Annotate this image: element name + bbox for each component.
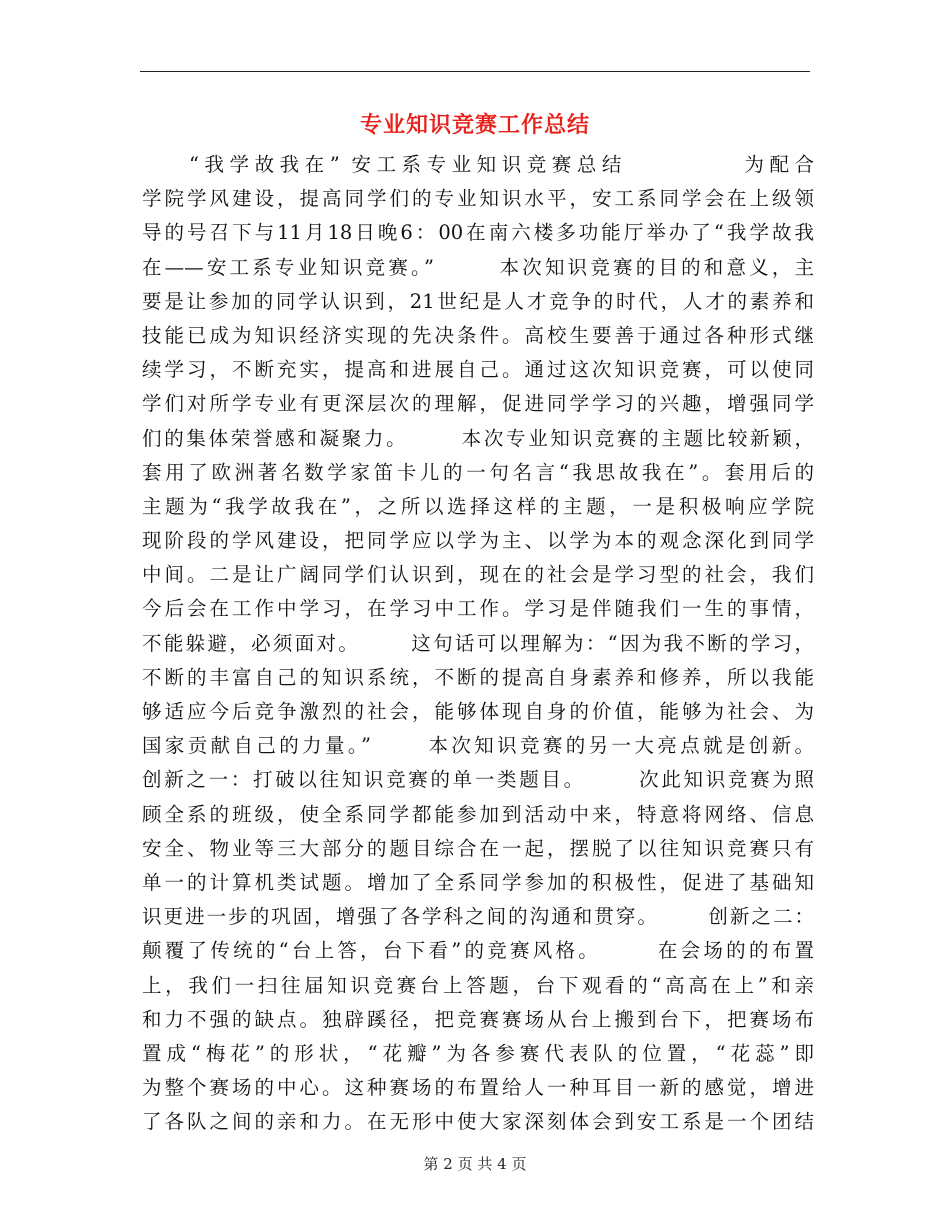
document-body — [142, 148, 814, 1139]
body-line: 够适应今后竞争激烈的社会，能够体现自身的价值，能够为社会、为 — [142, 700, 814, 723]
body-line: “我学故我在” 安工系专业知识竞赛总结 为配合 — [142, 153, 814, 176]
body-line: 学院学风建设，提高同学们的专业知识水平，安工系同学会在上级领 — [142, 187, 814, 211]
body-line: 识更进一步的巩固，增强了各学科之间的沟通和贯穿。 创新之二： — [142, 905, 814, 929]
body-line: 现阶段的学风建设，把同学应以学为主、以学为本的观念深化到同学 — [142, 529, 814, 553]
body-line: 主题为“我学故我在”，之所以选择这样的主题，一是积极响应学院 — [142, 494, 814, 518]
body-line: 单一的计算机类试题。增加了全系同学参加的积极性，促进了基础知 — [142, 870, 814, 894]
body-line: 续学习，不断充实，提高和进展自己。通过这次知识竞赛，可以使同 — [142, 358, 814, 382]
body-line: 今后会在工作中学习，在学习中工作。学习是伴随我们一生的事情， — [142, 597, 814, 621]
document-title: 专业知识竞赛工作总结 — [359, 112, 590, 138]
body-line: 中间。二是让广阔同学们认识到，现在的社会是学习型的社会，我们 — [142, 563, 814, 587]
body-line: 不能躲避，必须面对。 这句话可以理解为：“因为我不断的学习， — [142, 631, 814, 655]
body-line: 学们对所学专业有更深层次的理解，促进同学学习的兴趣，增强同学 — [142, 392, 814, 416]
body-line: 导的号召下与11月18日晚6：00在南六楼多功能厅举办了“我学故我 — [142, 221, 814, 245]
body-line: 们的集体荣誉感和凝聚力。 本次专业知识竞赛的主题比较新颖， — [142, 426, 814, 450]
body-line: 顾全系的班级，使全系同学都能参加到活动中来，特意将网络、信息 — [142, 802, 814, 826]
body-line: 不断的丰富自己的知识系统，不断的提高自身素养和修养，所以我能 — [142, 665, 814, 689]
body-line: 了各队之间的亲和力。在无形中使大家深刻体会到安工系是一个团结 — [142, 1110, 814, 1134]
body-line: 创新之一：打破以往知识竞赛的单一类题目。 次此知识竞赛为照 — [142, 768, 814, 792]
body-line: 技能已成为知识经济实现的先决条件。高校生要善于通过各种形式继 — [142, 323, 814, 347]
body-line: 和力不强的缺点。独辟蹊径，把竞赛赛场从台上搬到台下，把赛场布 — [142, 1007, 814, 1031]
body-line: 在——安工系专业知识竞赛。” 本次知识竞赛的目的和意义，主 — [142, 255, 814, 279]
body-line: 上，我们一扫往届知识竞赛台上答题，台下观看的“高高在上”和亲 — [142, 973, 814, 997]
body-line: 为整个赛场的中心。这种赛场的布置给人一种耳目一新的感觉，增进 — [142, 1076, 814, 1100]
body-line: 国家贡献自己的力量。” 本次知识竞赛的另一大亮点就是创新。 — [142, 734, 814, 758]
body-line: 安全、物业等三大部分的题目综合在一起，摆脱了以往知识竞赛只有 — [142, 836, 814, 860]
body-line: 套用了欧洲著名数学家笛卡儿的一句名言“我思故我在”。套用后的 — [142, 460, 814, 484]
body-line: 置成“梅花”的形状，“花瓣”为各参赛代表队的位置，“花蕊”即 — [142, 1041, 814, 1065]
body-line: 要是让参加的同学认识到，21世纪是人才竞争的时代，人才的素养和 — [142, 289, 814, 313]
header-rule — [140, 71, 810, 72]
body-line: 颠覆了传统的“台上答，台下看”的竞赛风格。 在会场的的布置 — [142, 939, 814, 963]
page-number: 第 2 页 共 4 页 — [423, 1155, 527, 1173]
